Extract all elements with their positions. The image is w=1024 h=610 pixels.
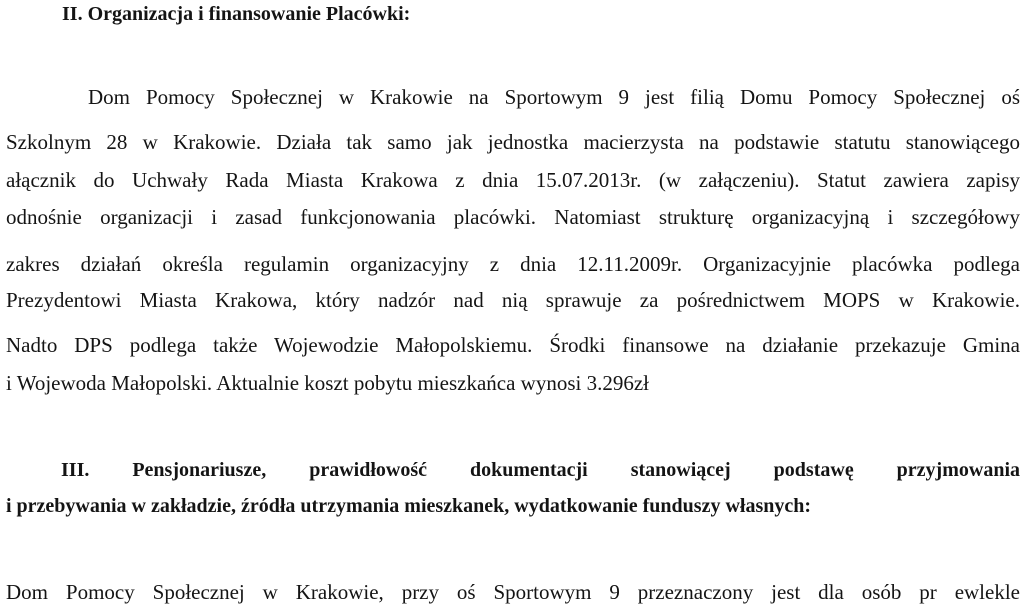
section-3-heading-line-2: i przebywania w zakładzie, źródła utrzymania mieszkanek, wydatkowanie funduszy własnych: [6,495,812,517]
section-3-paragraph-line: Dom Pomocy Społecznej w Krakowie, przy oś Sportowym 9 przeznaczony jest dla osób pr ewlekle [6,580,1020,604]
section-2-paragraph-line: Szkolnym 28 w Krakowie. Działa tak samo jak jednostka macierzysta na podstawie statutu stanowiącego [6,130,1020,154]
section-2-paragraph-line: zakres działań określa regulamin organizacyjny z dnia 12.11.2009r. Organizacyjnie placówka podlega [6,252,1020,276]
section-3-heading-line-1: III. Pensjonariusze, prawidłowość dokumentacji stanowiącej podstawę przyjmowania [61,459,1020,481]
section-2-paragraph-line: Prezydentowi Miasta Krakowa, który nadzór nad nią sprawuje za pośrednictwem MOPS w Krakowie. [6,288,1020,312]
section-2-heading: II. Organizacja i finansowanie Placówki: [62,3,411,25]
section-2-paragraph-line: Dom Pomocy Społecznej w Krakowie na Sportowym 9 jest filią Domu Pomocy Społecznej oś [88,85,1020,109]
section-2-paragraph-line: odnośnie organizacji i zasad funkcjonowania placówki. Natomiast strukturę organizacyjną i szczegółowy [6,205,1020,229]
section-2-paragraph-line: Nadto DPS podlega także Wojewodzie Małopolskiemu. Środki finansowe na działanie przekazuje Gmina [6,333,1020,357]
section-2-paragraph-line: ałącznik do Uchwały Rada Miasta Krakowa z dnia 15.07.2013r. (w załączeniu). Statut zawiera zapisy [6,168,1020,192]
section-2-paragraph-last-line: i Wojewoda Małopolski. Aktualnie koszt pobytu mieszkańca wynosi 3.296zł [6,371,649,395]
